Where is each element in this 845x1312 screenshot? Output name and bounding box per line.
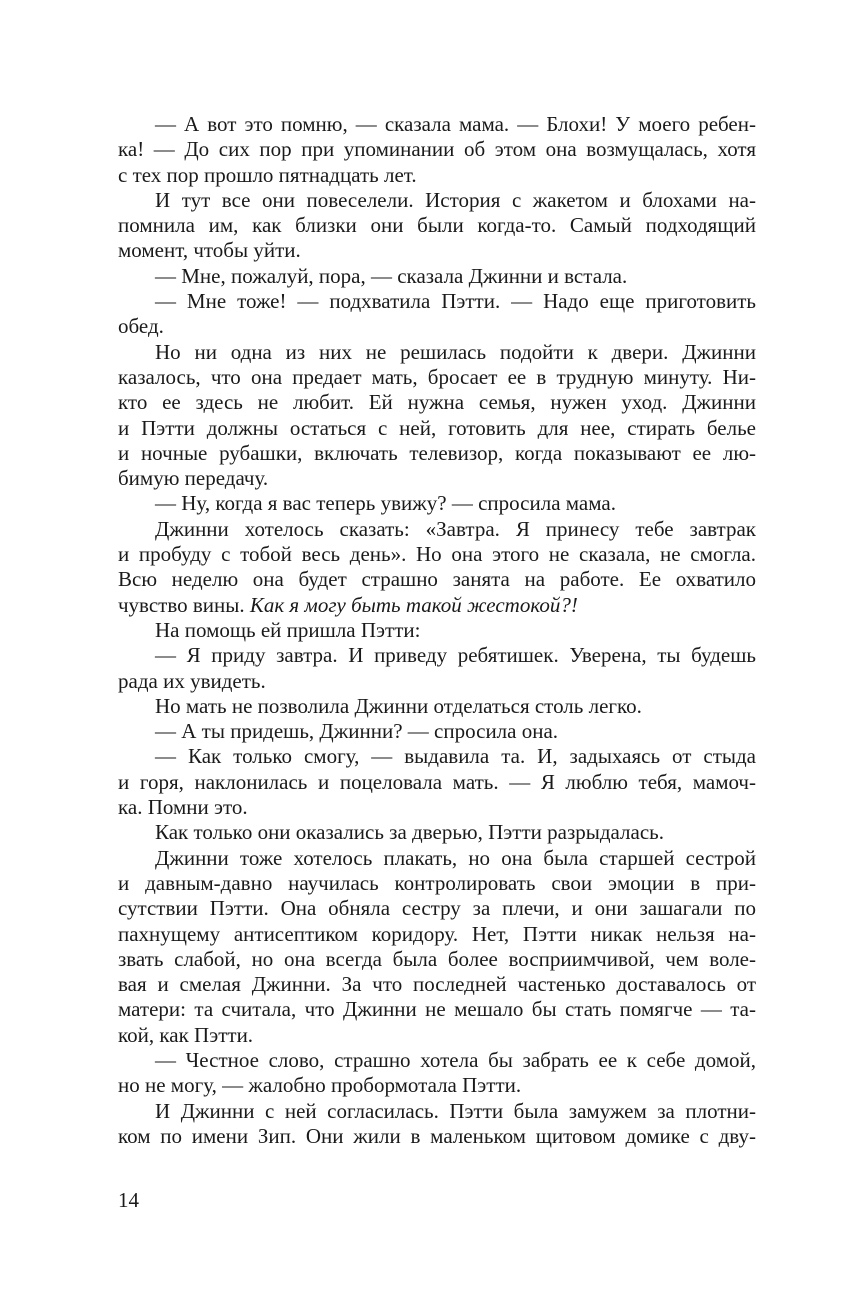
text-line: — Мне, пожалуй, пора, — сказала Джинни и встала. [155,263,628,288]
text-line: помнила им, как близки они были когда-то. Самый подходящий [118,213,756,238]
text-line: но не могу, — жалобно пробормотала Пэтти. [118,1073,522,1098]
text-line: Всю неделю она будет страшно занята на работе. Ее охватило [118,567,756,592]
text-line: И Джинни с ней согласилась. Пэтти была замужем за плотни- [155,1098,756,1123]
text-line: — Ну, когда я вас теперь увижу? — спросила мама. [155,491,616,516]
text-line: Но мать не позволила Джинни отделаться столь легко. [155,693,642,718]
text-line: казалось, что она предает мать, бросает ее в трудную минуту. Ни- [118,364,756,389]
text-line: звать слабой, но она всегда была более восприимчивой, чем воле- [118,946,756,971]
text-line: — Мне тоже! — подхватила Пэтти. — Надо еще приготовить [155,289,756,314]
text-line: кой, как Пэтти. [118,1022,254,1047]
text-line: ка! — До сих пор при упоминании об этом она возмущалась, хотя [118,137,756,162]
text-line: — Я приду завтра. И приведу ребятишек. Уверена, ты будешь [155,643,756,668]
text-line: сутствии Пэтти. Она обняла сестру за плечи, и они зашагали по [118,896,756,921]
text-line: — А вот это помню, — сказала мама. — Блохи! У моего ребен- [155,112,756,136]
text-line: вая и смелая Джинни. За что последней частенько доставалось от [118,972,756,997]
text-line: бимую передачу. [118,466,269,491]
text-line: и давным-давно научилась контролировать свои эмоции в при- [118,870,756,895]
text-line: с тех пор прошло пятнадцать лет. [118,162,417,187]
text-line: матери: та считала, что Джинни не мешало бы стать помягче — та- [118,997,756,1022]
text-line: и Пэтти должны остаться с ней, готовить для нее, стирать белье [118,415,756,440]
text-line: и пробуду с тобой весь день». Но она этого не сказала, не смогла. [118,542,756,567]
text-line: пахнущему антисептиком коридору. Нет, Пэтти никак нельзя на- [118,921,756,946]
text-line: Джинни хотелось сказать: «Завтра. Я принесу тебе завтрак [155,516,756,541]
text-line: и горя, наклонилась и поцеловала мать. — Я люблю тебя, мамоч- [118,769,756,794]
text-line: — Честное слово, страшно хотела бы забрать ее к себе домой, [155,1047,756,1072]
text-line: Джинни тоже хотелось плакать, но она была старшей сестрой [155,845,756,870]
book-page-text [118,112,756,1149]
text-line: обед. [118,314,164,339]
text-line [118,593,756,618]
page-number: 14 [118,1188,139,1212]
text-line: — Как только смогу, — выдавила та. И, задыхаясь от стыда [155,744,756,769]
text-line: и ночные рубашки, включать телевизор, когда показывают ее лю- [118,440,756,465]
text-line: На помощь ей пришла Пэтти: [155,617,421,642]
text-line: И тут все они повеселели. История с жакетом и блохами на- [155,187,756,212]
text-line: ка. Помни это. [118,795,248,820]
text-segment: чувство вины. [118,592,250,617]
italic-thought: Как я могу быть такой жестокой?! [249,592,578,617]
text-line: рада их увидеть. [118,668,266,693]
text-line: — А ты придешь, Джинни? — спросила она. [155,719,559,744]
text-line: кто ее здесь не любит. Ей нужна семья, нужен уход. Джинни [118,390,756,415]
text-line: момент, чтобы уйти. [118,238,301,263]
text-line: Как только они оказались за дверью, Пэтти разрыдалась. [155,820,664,845]
text-line: ком по имени Зип. Они жили в маленьком щитовом домике с дву- [118,1123,756,1148]
text-line: Но ни одна из них не решилась подойти к двери. Джинни [155,339,756,364]
